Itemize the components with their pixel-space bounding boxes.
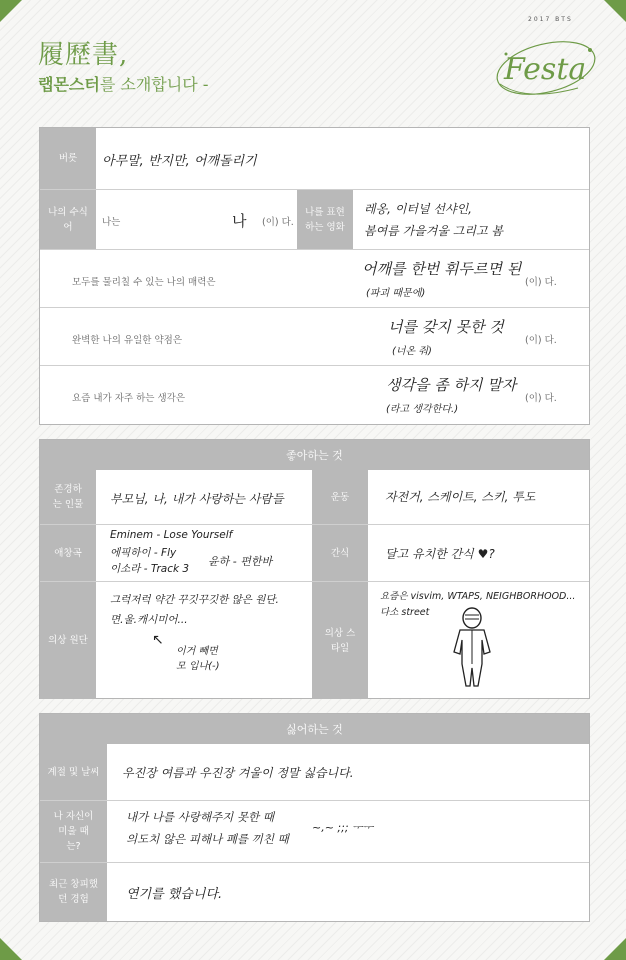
ugly-doodle: ~,~ ;;; ᅮᅮ (312, 821, 374, 834)
fashion-arrow-icon: ↖ (152, 632, 164, 648)
corner-decoration-top-right (604, 0, 626, 22)
page-title: 履歷書, (38, 40, 129, 70)
weakness-suffix: (이) 다. (525, 335, 557, 346)
habits-row (40, 128, 589, 190)
season-value: 우진장 여름과 우진장 겨울이 정말 싫습니다. (122, 766, 354, 780)
movie-line1: 레옹, 이터널 선샤인, (364, 202, 472, 216)
modifier-value: 나 (232, 212, 247, 230)
modifier-suffix: (이) 다. (262, 217, 294, 228)
style-label: 의상 스타일 (312, 582, 368, 699)
songs-label: 애창곡 (40, 525, 96, 581)
season-label: 계절 및 날씨 (40, 744, 107, 800)
thought-suffix: (이) 다. (525, 393, 557, 404)
subtitle-rest: 를 소개합니다 - (99, 75, 209, 94)
ugly-row (40, 801, 589, 863)
profile-section (39, 127, 590, 425)
weakness-question: 완벽한 나의 유일한 약점은 (72, 335, 183, 346)
weakness-note: (너온 줘) (392, 346, 432, 357)
likes-section (39, 439, 590, 699)
dislikes-header: 싫어하는 것 (40, 714, 589, 744)
respect-value: 부모님, 나, 내가 사랑하는 사람들 (110, 492, 284, 506)
modifier-label: 나의 수식어 (40, 190, 96, 249)
charm-note: (파괴 때문에) (366, 288, 426, 299)
snack-value: 달고 유치한 간식 ♥? (385, 547, 495, 561)
ugly-line1: 내가 나를 사랑해주지 못한 때 (126, 810, 274, 824)
fashion-note2: 모 입나(-) (176, 661, 220, 672)
weakness-answer: 너를 갖지 못한 것 (388, 318, 504, 336)
songs-row (40, 525, 589, 582)
shame-value: 연기를 했습니다. (126, 887, 223, 902)
movie-line2: 봄여름 가을겨울 그리고 봄 (364, 224, 503, 238)
corner-decoration-bottom-right (604, 938, 626, 960)
fashion-row (40, 582, 589, 699)
thought-answer: 생각을 좀 하지 말자 (386, 376, 517, 394)
charm-answer: 어깨를 한번 휘두르면 된 (362, 260, 522, 278)
habits-label: 버릇 (40, 128, 96, 189)
fashion-label: 의상 원단 (40, 582, 96, 699)
respect-label: 존경하는 인물 (40, 470, 96, 524)
modifier-row (40, 190, 589, 250)
respect-row (40, 470, 589, 525)
style-value-2: 다소 street (380, 607, 430, 618)
season-row (40, 744, 589, 801)
ugly-label: 나 자신이 미울 때는? (40, 801, 107, 862)
song-item: 에픽하이 - Fly (110, 547, 177, 559)
page-subtitle (38, 72, 209, 95)
song-extra: 윤하 - 편한바 (208, 555, 273, 568)
stick-figure-drawing-icon (444, 606, 500, 688)
subtitle-name: 랩몬스터 (38, 75, 100, 94)
fashion-line1: 그럭저럭 약간 꾸깃꾸깃한 않은 원단. (110, 594, 279, 606)
sport-label: 운동 (312, 470, 368, 524)
sport-value: 자전거, 스케이트, 스키, 투도 (385, 490, 536, 504)
thought-question: 요즘 내가 자주 하는 생각은 (72, 393, 186, 404)
thought-note: (라고 생각한다.) (386, 404, 459, 415)
snack-label: 간식 (312, 525, 368, 581)
song-item: 이소라 - Track 3 (110, 563, 190, 575)
style-value: 요즘은 visvim, WTAPS, NEIGHBORHOOD... (380, 591, 576, 602)
logo-text: Festa (504, 52, 587, 87)
logo-year: 2017 BTS (528, 16, 573, 23)
modifier-prefix: 나는 (102, 217, 121, 228)
habits-value: 아무말, 반지만, 어깨돌리기 (102, 154, 257, 169)
corner-decoration-top-left (0, 0, 22, 22)
charm-suffix: (이) 다. (525, 277, 557, 288)
shame-label: 최근 창피했던 경험 (40, 863, 107, 921)
corner-decoration-bottom-left (0, 938, 22, 960)
song-item: Eminem - Lose Yourself (110, 529, 233, 541)
weakness-row (40, 308, 589, 366)
fashion-note1: 이거 빼면 (176, 646, 218, 657)
charm-question: 모두를 물리칠 수 있는 나의 매력은 (72, 277, 216, 288)
dislikes-section (39, 713, 590, 922)
movie-label: 나를 표현하는 영화 (297, 190, 353, 249)
fashion-line2: 면.울.캐시미어... (110, 614, 188, 626)
likes-header: 좋아하는 것 (40, 440, 589, 470)
thought-row (40, 366, 589, 424)
charm-row (40, 250, 589, 308)
ugly-line2: 의도치 않은 피해나 폐를 끼친 때 (126, 832, 289, 846)
shame-row (40, 863, 589, 921)
festa-logo (486, 14, 602, 106)
